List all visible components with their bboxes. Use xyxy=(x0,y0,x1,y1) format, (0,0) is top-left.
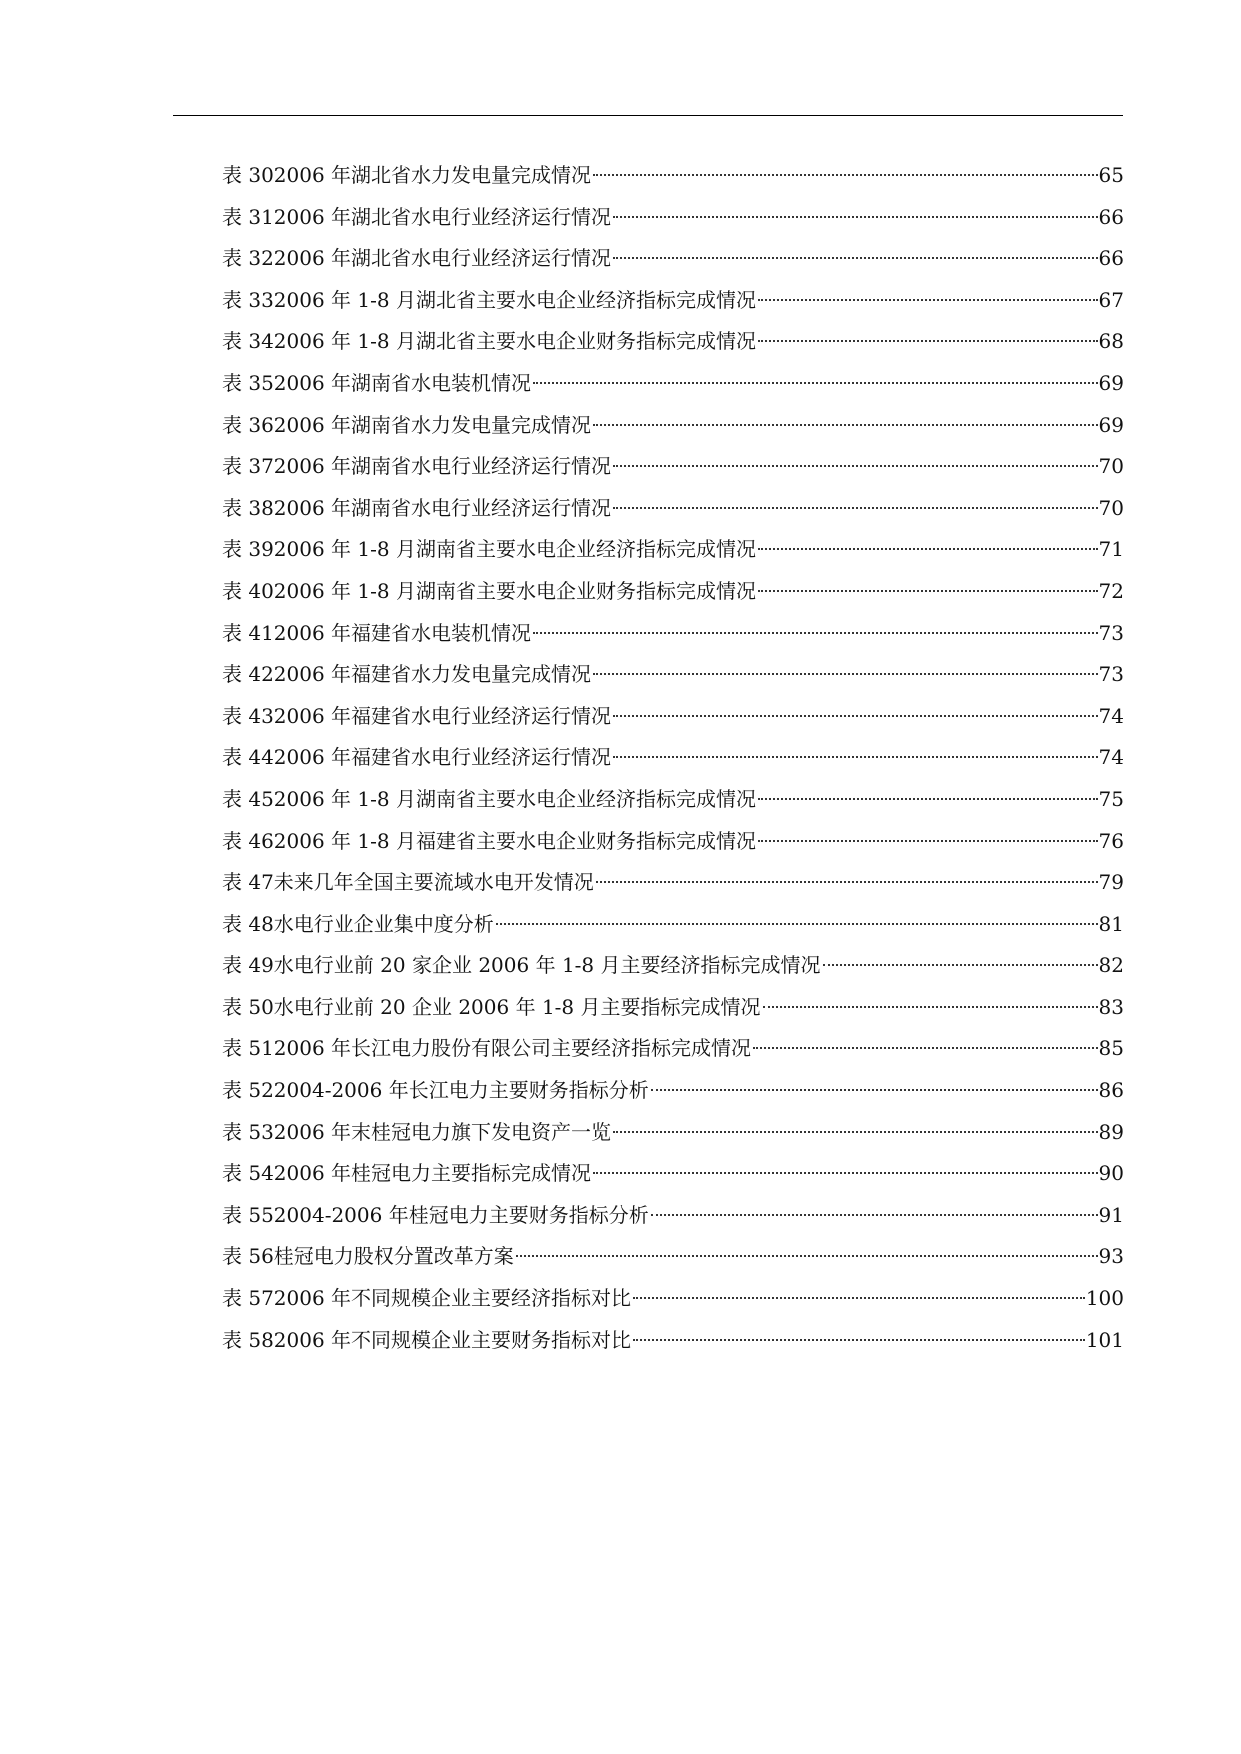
toc-entry[interactable] xyxy=(222,155,1124,197)
toc-entry-label: 表 522004-2006 年长江电力主要财务指标分析 xyxy=(222,1078,649,1103)
toc-entry-page-number: 86 xyxy=(1098,1078,1124,1103)
toc-dot-leader xyxy=(763,1006,1098,1008)
toc-entry-label: 表 312006 年湖北省水电行业经济运行情况 xyxy=(222,204,612,229)
toc-entry[interactable] xyxy=(222,1028,1124,1070)
toc-dot-leader xyxy=(613,1131,1097,1133)
toc-dot-leader xyxy=(613,465,1097,467)
toc-entry[interactable] xyxy=(222,1278,1124,1320)
toc-dot-leader xyxy=(758,590,1098,592)
toc-entry-label: 表 342006 年 1-8 月湖北省主要水电企业财务指标完成情况 xyxy=(222,329,756,354)
toc-entry-page-number: 79 xyxy=(1098,870,1124,895)
toc-entry-label: 表 552004-2006 年桂冠电力主要财务指标分析 xyxy=(222,1202,649,1227)
table-of-contents xyxy=(222,155,1124,1361)
toc-entry[interactable] xyxy=(222,363,1124,405)
toc-entry[interactable] xyxy=(222,696,1124,738)
toc-entry-label: 表 512006 年长江电力股份有限公司主要经济指标完成情况 xyxy=(222,1036,752,1061)
toc-entry-page-number: 66 xyxy=(1098,204,1124,229)
toc-entry[interactable] xyxy=(222,1236,1124,1278)
toc-entry-page-number: 76 xyxy=(1098,828,1124,853)
toc-entry[interactable] xyxy=(222,280,1124,322)
toc-entry-label: 表 532006 年末桂冠电力旗下发电资产一览 xyxy=(222,1119,612,1144)
toc-entry[interactable] xyxy=(222,1153,1124,1195)
toc-entry-label: 表 582006 年不同规模企业主要财务指标对比 xyxy=(222,1327,632,1352)
toc-entry-page-number: 74 xyxy=(1098,745,1124,770)
toc-entry-page-number: 89 xyxy=(1098,1119,1124,1144)
toc-entry-label: 表 572006 年不同规模企业主要经济指标对比 xyxy=(222,1286,632,1311)
toc-entry[interactable] xyxy=(222,737,1124,779)
toc-dot-leader xyxy=(758,798,1098,800)
toc-entry-page-number: 72 xyxy=(1098,578,1124,603)
toc-entry[interactable] xyxy=(222,1320,1124,1362)
toc-entry-label: 表 322006 年湖北省水电行业经济运行情况 xyxy=(222,246,612,271)
toc-entry-label: 表 302006 年湖北省水力发电量完成情况 xyxy=(222,163,592,187)
toc-entry-label: 表 442006 年福建省水电行业经济运行情况 xyxy=(222,745,612,770)
toc-entry[interactable] xyxy=(222,1112,1124,1154)
toc-entry[interactable] xyxy=(222,488,1124,530)
toc-entry-page-number: 73 xyxy=(1098,662,1124,687)
toc-entry-label: 表 49水电行业前 20 家企业 2006 年 1-8 月主要经济指标完成情况 xyxy=(222,953,821,978)
toc-entry-label: 表 372006 年湖南省水电行业经济运行情况 xyxy=(222,454,612,479)
toc-entry-label: 表 382006 年湖南省水电行业经济运行情况 xyxy=(222,495,612,520)
toc-dot-leader xyxy=(613,216,1097,218)
toc-entry-label: 表 392006 年 1-8 月湖南省主要水电企业经济指标完成情况 xyxy=(222,537,756,562)
toc-dot-leader xyxy=(496,923,1098,925)
toc-entry[interactable] xyxy=(222,945,1124,987)
toc-entry-label: 表 362006 年湖南省水力发电量完成情况 xyxy=(222,412,592,437)
toc-entry[interactable] xyxy=(222,529,1124,571)
toc-entry[interactable] xyxy=(222,571,1124,613)
toc-entry[interactable] xyxy=(222,405,1124,447)
toc-entry-page-number: 71 xyxy=(1098,537,1124,562)
toc-entry-page-number: 91 xyxy=(1098,1202,1124,1227)
toc-entry[interactable] xyxy=(222,904,1124,946)
toc-entry[interactable] xyxy=(222,821,1124,863)
toc-entry[interactable] xyxy=(222,987,1124,1029)
toc-entry-page-number: 67 xyxy=(1098,287,1124,312)
toc-dot-leader xyxy=(758,548,1098,550)
toc-entry-page-number: 81 xyxy=(1098,911,1124,936)
toc-dot-leader xyxy=(613,507,1097,509)
toc-entry[interactable] xyxy=(222,613,1124,655)
toc-entry-label: 表 432006 年福建省水电行业经济运行情况 xyxy=(222,703,612,728)
toc-dot-leader xyxy=(758,840,1098,842)
toc-entry-page-number: 69 xyxy=(1098,370,1124,395)
toc-entry-label: 表 56桂冠电力股权分置改革方案 xyxy=(222,1244,514,1269)
header-rule xyxy=(173,115,1123,116)
toc-entry[interactable] xyxy=(222,1195,1124,1237)
toc-dot-leader xyxy=(758,299,1098,301)
toc-entry-label: 表 542006 年桂冠电力主要指标完成情况 xyxy=(222,1161,592,1186)
toc-dot-leader xyxy=(758,340,1098,342)
toc-dot-leader xyxy=(593,424,1097,426)
toc-dot-leader xyxy=(823,964,1098,966)
toc-entry-page-number: 69 xyxy=(1098,412,1124,437)
toc-entry-page-number: 70 xyxy=(1098,454,1124,479)
toc-entry[interactable] xyxy=(222,779,1124,821)
toc-dot-leader xyxy=(613,257,1097,259)
toc-entry-page-number: 100 xyxy=(1085,1286,1124,1311)
toc-entry-page-number: 85 xyxy=(1098,1036,1124,1061)
toc-dot-leader xyxy=(613,756,1097,758)
toc-dot-leader xyxy=(533,632,1097,634)
toc-dot-leader xyxy=(633,1339,1085,1341)
toc-entry-page-number: 74 xyxy=(1098,703,1124,728)
toc-entry-page-number: 68 xyxy=(1098,329,1124,354)
toc-entry-page-number: 82 xyxy=(1098,953,1124,978)
toc-dot-leader xyxy=(593,673,1097,675)
toc-entry-page-number: 73 xyxy=(1098,620,1124,645)
toc-dot-leader xyxy=(613,715,1097,717)
toc-dot-leader xyxy=(593,174,1097,176)
toc-entry-label: 表 422006 年福建省水力发电量完成情况 xyxy=(222,662,592,687)
toc-dot-leader xyxy=(651,1089,1098,1091)
toc-dot-leader xyxy=(533,382,1097,384)
toc-entry-page-number: 75 xyxy=(1098,786,1124,811)
toc-entry-label: 表 462006 年 1-8 月福建省主要水电企业财务指标完成情况 xyxy=(222,828,756,853)
toc-entry-page-number: 83 xyxy=(1098,994,1124,1019)
toc-entry-label: 表 402006 年 1-8 月湖南省主要水电企业财务指标完成情况 xyxy=(222,578,756,603)
toc-entry-page-number: 93 xyxy=(1098,1244,1124,1269)
toc-dot-leader xyxy=(516,1255,1098,1257)
toc-entry-label: 表 50水电行业前 20 企业 2006 年 1-8 月主要指标完成情况 xyxy=(222,994,761,1019)
toc-entry-page-number: 66 xyxy=(1098,246,1124,271)
toc-entry-page-number: 70 xyxy=(1098,495,1124,520)
toc-entry[interactable] xyxy=(222,238,1124,280)
toc-entry-page-number: 101 xyxy=(1085,1327,1124,1352)
toc-entry-label: 表 332006 年 1-8 月湖北省主要水电企业经济指标完成情况 xyxy=(222,287,756,312)
toc-entry[interactable] xyxy=(222,446,1124,488)
toc-entry[interactable] xyxy=(222,197,1124,239)
toc-entry-page-number: 90 xyxy=(1098,1161,1124,1186)
toc-entry[interactable] xyxy=(222,1070,1124,1112)
toc-entry[interactable] xyxy=(222,321,1124,363)
toc-entry-label: 表 452006 年 1-8 月湖南省主要水电企业经济指标完成情况 xyxy=(222,786,756,811)
toc-dot-leader xyxy=(753,1047,1097,1049)
toc-dot-leader xyxy=(651,1214,1098,1216)
toc-dot-leader xyxy=(633,1297,1085,1299)
toc-dot-leader xyxy=(596,881,1098,883)
toc-entry[interactable] xyxy=(222,654,1124,696)
toc-entry[interactable] xyxy=(222,862,1124,904)
toc-entry-label: 表 352006 年湖南省水电装机情况 xyxy=(222,370,532,395)
toc-entry-label: 表 47未来几年全国主要流域水电开发情况 xyxy=(222,870,594,895)
toc-dot-leader xyxy=(593,1172,1097,1174)
toc-entry-label: 表 48水电行业企业集中度分析 xyxy=(222,911,494,936)
toc-entry-label: 表 412006 年福建省水电装机情况 xyxy=(222,620,532,645)
toc-entry-page-number: 65 xyxy=(1098,163,1124,187)
